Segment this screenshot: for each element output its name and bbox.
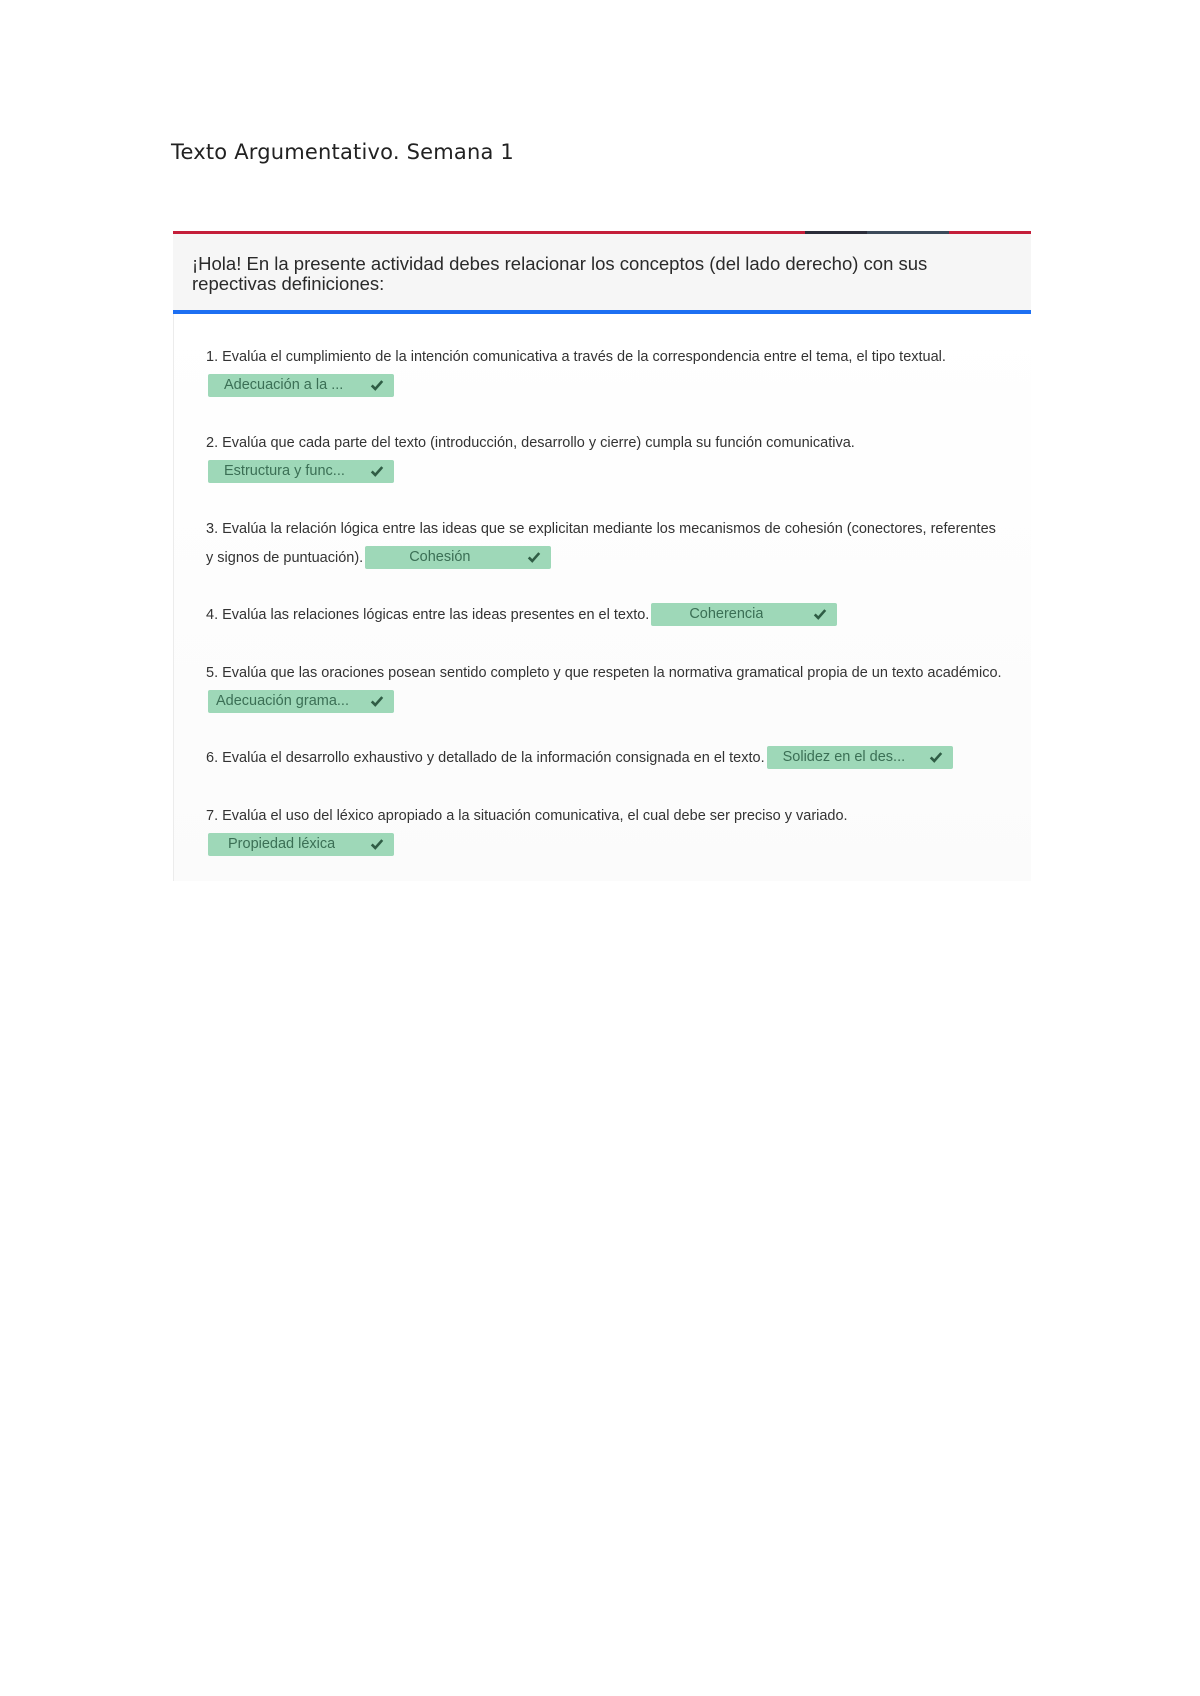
answer-chip-3[interactable] bbox=[365, 546, 551, 569]
answer-chip-1[interactable] bbox=[208, 374, 394, 397]
answer-label: Cohesión bbox=[409, 548, 471, 565]
question-item-3 bbox=[206, 515, 1006, 573]
question-item-6 bbox=[206, 744, 1036, 773]
answer-chip-7[interactable] bbox=[208, 833, 394, 856]
question-item-4 bbox=[206, 601, 1006, 630]
answer-label: Propiedad léxica bbox=[228, 835, 336, 852]
check-icon bbox=[370, 837, 384, 851]
answer-chip-6[interactable] bbox=[767, 746, 953, 769]
answer-label: Adecuación grama... bbox=[216, 692, 349, 709]
answer-label: Estructura y func... bbox=[224, 462, 345, 479]
answer-chip-4[interactable] bbox=[651, 603, 837, 626]
answer-label: Coherencia bbox=[689, 605, 764, 622]
check-icon bbox=[370, 464, 384, 478]
check-icon bbox=[929, 750, 943, 764]
check-icon bbox=[813, 607, 827, 621]
answer-chip-2[interactable] bbox=[208, 460, 394, 483]
question-item-7 bbox=[206, 802, 1006, 860]
question-text: 4. Evalúa las relaciones lógicas entre las ideas presentes en el texto. bbox=[206, 607, 650, 623]
answer-label: Solidez en el des... bbox=[782, 748, 906, 765]
instructions-text: ¡Hola! En la presente actividad debes relacionar los conceptos (del lado derecho) con sus repectivas definiciones: bbox=[192, 253, 928, 294]
instructions-panel bbox=[173, 234, 1031, 314]
check-icon bbox=[370, 378, 384, 392]
question-item-5 bbox=[206, 659, 1006, 717]
questions-area bbox=[173, 314, 1031, 881]
question-item-2 bbox=[206, 429, 1006, 487]
question-text: 7. Evalúa el uso del léxico apropiado a la situación comunicativa, el cual debe ser preciso y variado. bbox=[206, 808, 848, 824]
question-text: 5. Evalúa que las oraciones posean sentido completo y que respeten la normativa gramatical propia de un texto académico. bbox=[206, 665, 1002, 681]
matching-activity-card bbox=[173, 231, 1031, 881]
question-text: 1. Evalúa el cumplimiento de la intención comunicativa a través de la correspondencia entre el tema, el tipo textual. bbox=[206, 349, 946, 365]
question-item-1 bbox=[206, 343, 1006, 401]
question-text: 2. Evalúa que cada parte del texto (introducción, desarrollo y cierre) cumpla su función comunicativa. bbox=[206, 435, 855, 451]
check-icon bbox=[370, 694, 384, 708]
document-title: Texto Argumentativo. Semana 1 bbox=[171, 140, 514, 164]
question-text: 6. Evalúa el desarrollo exhaustivo y detallado de la información consignada en el texto. bbox=[206, 750, 765, 766]
answer-chip-5[interactable] bbox=[208, 690, 394, 713]
question-text: 3. Evalúa la relación lógica entre las ideas que se explicitan mediante los mecanismos de cohesión (conectores, referentes y signos de puntuación). bbox=[206, 521, 996, 566]
answer-label: Adecuación a la ... bbox=[224, 376, 344, 393]
check-icon bbox=[527, 550, 541, 564]
